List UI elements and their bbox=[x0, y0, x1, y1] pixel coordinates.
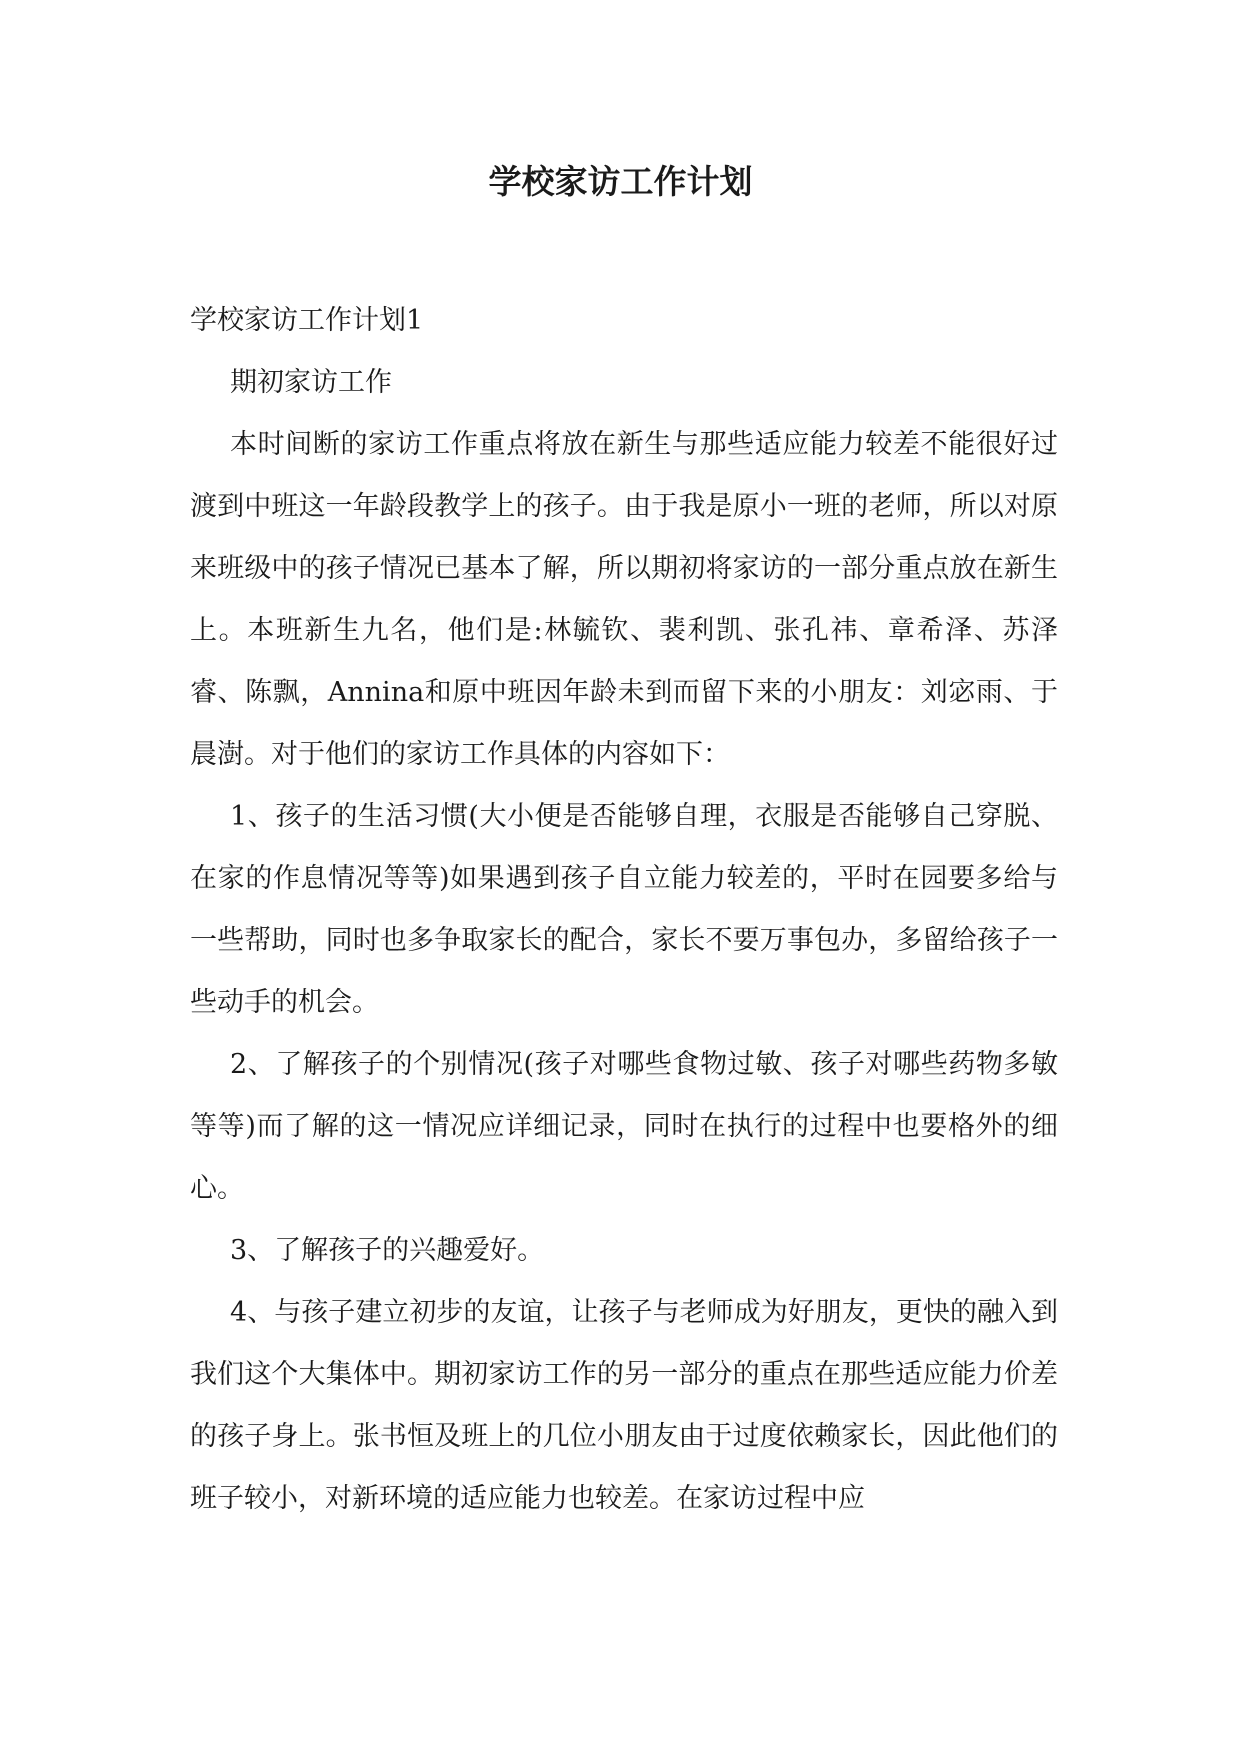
paragraph: 本时间断的家访工作重点将放在新生与那些适应能力较差不能很好过渡到中班这一年龄段教学上的孩子。由于我是原小一班的老师，所以对原来班级中的孩子情况已基本了解，所以期初将家访的一部分重点放在新生上。本班新生九名，他们是:林毓钦、裴利凯、张孔祎、章希泽、苏泽睿、陈飘，Annina和原中班因年龄未到而留下来的小朋友：刘宓雨、于晨澍。对于他们的家访工作具体的内容如下： bbox=[190, 429, 1058, 770]
paragraph: 4、与孩子建立初步的友谊，让孩子与老师成为好朋友，更快的融入到我们这个大集体中。期初家访工作的另一部分的重点在那些适应能力价差的孩子身上。张书恒及班上的几位小朋友由于过度依赖家长，因此他们的班子较小，对新环境的适应能力也较差。在家访过程中应 bbox=[190, 1297, 1058, 1514]
document-title: 学校家访工作计划 bbox=[488, 162, 753, 201]
paragraph: 2、了解孩子的个别情况(孩子对哪些食物过敏、孩子对哪些药物多敏等等)而了解的这一情况应详细记录，同时在执行的过程中也要格外的细心。 bbox=[190, 1049, 1058, 1204]
paragraph: 3、了解孩子的兴趣爱好。 bbox=[230, 1235, 545, 1266]
paragraph: 1、孩子的生活习惯(大小便是否能够自理，衣服是否能够自己穿脱、在家的作息情况等等)如果遇到孩子自立能力较差的，平时在园要多给与一些帮助，同时也多争取家长的配合，家长不要万事包办，多留给孩子一些动手的机会。 bbox=[190, 801, 1058, 1018]
section-heading: 学校家访工作计划1 bbox=[190, 305, 424, 336]
document-body bbox=[190, 290, 1058, 1530]
paragraph-subheading: 期初家访工作 bbox=[230, 367, 392, 398]
